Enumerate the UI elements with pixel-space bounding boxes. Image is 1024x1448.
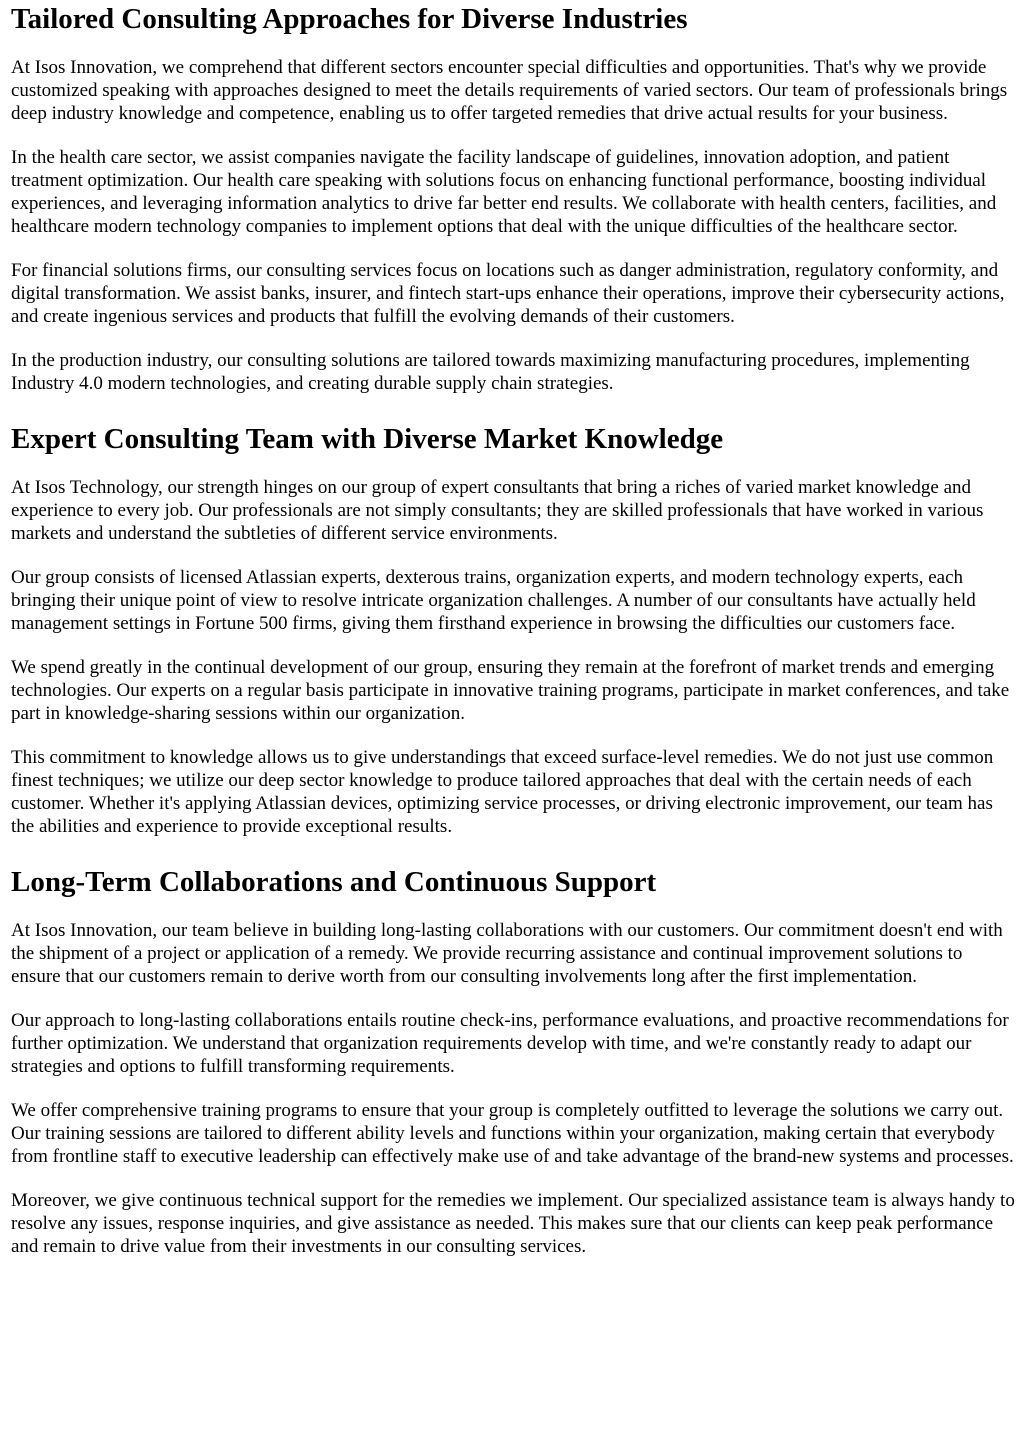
section-long-term-support (11, 865, 1016, 1258)
section-expert-team (11, 422, 1016, 838)
paragraph: Our approach to long-lasting collaborations entails routine check-ins, performance evaluations, and proactive recommendations for further optimization. We understand that organization requirements develop with time, and we're constantly ready to adapt our strategies and options to fulfill transforming requirements. (11, 1010, 1009, 1077)
paragraph: Moreover, we give continuous technical support for the remedies we implement. Our specialized assistance team is always handy to resolve any issues, response inquiries, and give assistance as needed. This makes sure that our clients can keep peak performance and remain to drive value from their investments in our consulting services. (11, 1190, 1015, 1257)
paragraph: We offer comprehensive training programs to ensure that your group is completely outfitted to leverage the solutions we carry out. Our training sessions are tailored to different ability levels and functions within your organization, making certain that everybody from frontline staff to executive leadership can effectively make use of and take advantage of the brand-new systems and processes. (11, 1100, 1014, 1167)
section-tailored-approaches (11, 2, 1016, 395)
section-heading: Tailored Consulting Approaches for Diverse Industries (11, 3, 688, 35)
section-heading: Expert Consulting Team with Diverse Market Knowledge (11, 423, 724, 455)
paragraph: Our group consists of licensed Atlassian experts, dexterous trains, organization experts, and modern technology experts, each bringing their unique point of view to resolve intricate organization challenges. A number of our consultants have actually held management settings in Fortune 500 firms, giving them firsthand experience in browsing the difficulties our customers face. (11, 567, 976, 634)
paragraph: In the health care sector, we assist companies navigate the facility landscape of guidelines, innovation adoption, and patient treatment optimization. Our health care speaking with solutions focus on enhancing functional performance, boosting individual experiences, and leveraging information analytics to drive far better end results. We collaborate with health centers, facilities, and healthcare modern technology companies to implement options that deal with the unique difficulties of the healthcare sector. (11, 147, 997, 237)
paragraph: This commitment to knowledge allows us to give understandings that exceed surface-level remedies. We do not just use common finest techniques; we utilize our deep sector knowledge to produce tailored approaches that deal with the certain needs of each customer. Whether it's applying Atlassian devices, optimizing service processes, or driving electronic improvement, our team has the abilities and experience to provide exceptional results. (11, 747, 994, 837)
paragraph: At Isos Technology, our strength hinges on our group of expert consultants that bring a riches of varied market knowledge and experience to every job. Our professionals are not simply consultants; they are skilled professionals that have worked in various markets and understand the subtleties of different service environments. (11, 477, 984, 544)
paragraph: At Isos Innovation, our team believe in building long-lasting collaborations with our customers. Our commitment doesn't end with the shipment of a project or application of a remedy. We provide recurring assistance and continual improvement solutions to ensure that our customers remain to derive worth from our consulting involvements long after the first implementation. (11, 920, 1003, 987)
paragraph: For financial solutions firms, our consulting services focus on locations such as danger administration, regulatory conformity, and digital transformation. We assist banks, insurer, and fintech start-ups enhance their operations, improve their cybersecurity actions, and create ingenious services and products that fulfill the evolving demands of their customers. (11, 260, 1005, 327)
section-heading: Long-Term Collaborations and Continuous Support (11, 866, 657, 898)
paragraph: We spend greatly in the continual development of our group, ensuring they remain at the forefront of market trends and emerging technologies. Our experts on a regular basis participate in innovative training programs, participate in market conferences, and take part in knowledge-sharing sessions within our organization. (11, 657, 1010, 724)
paragraph: At Isos Innovation, we comprehend that different sectors encounter special difficulties and opportunities. That's why we provide customized speaking with approaches designed to meet the details requirements of varied sectors. Our team of professionals brings deep industry knowledge and competence, enabling us to offer targeted remedies that drive actual results for your business. (11, 57, 1008, 124)
paragraph: In the production industry, our consulting solutions are tailored towards maximizing manufacturing procedures, implementing Industry 4.0 modern technologies, and creating durable supply chain strategies. (11, 350, 970, 394)
